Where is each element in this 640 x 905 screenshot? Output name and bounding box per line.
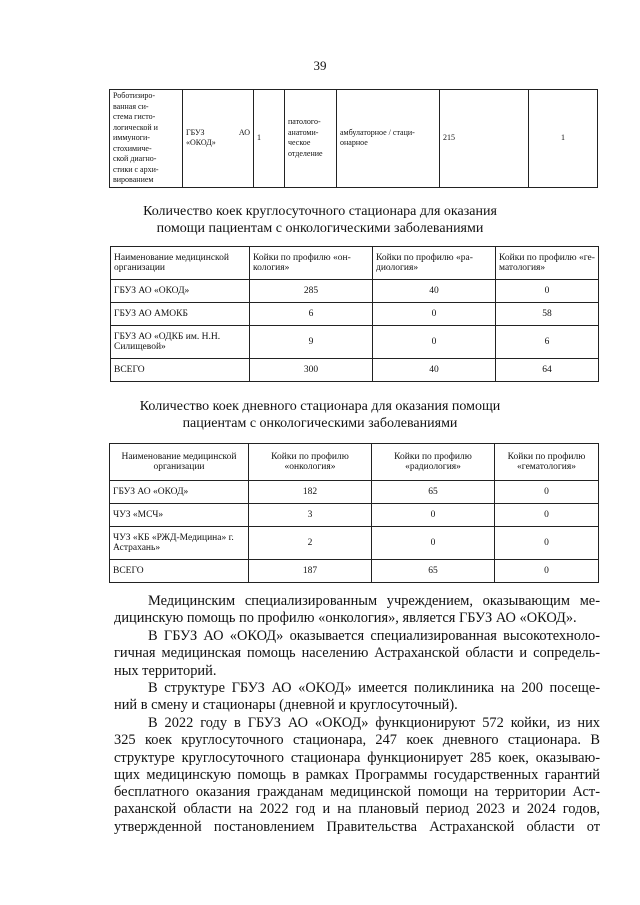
table-row [110, 527, 599, 560]
value-cell: 65 [372, 560, 495, 583]
column-header: Наименование медицинской организации [110, 444, 249, 481]
text-line: гичная медицинская помощь населению Астраханской области и сопредель- [114, 645, 600, 662]
paragraph [114, 680, 600, 715]
service-line: ской диагно- [113, 154, 157, 163]
department-line: ческое [288, 138, 311, 148]
header-row [110, 444, 599, 481]
service-line: ванная си- [113, 101, 149, 111]
column-header: Койки по профилю «онкология» [249, 444, 372, 481]
column-header: Койки по профилю «радиология» [372, 444, 495, 481]
value-cell: 0 [372, 504, 495, 527]
value-cell: 285 [250, 280, 373, 303]
text-line: Медицинским специализированным учреждением, оказывающим ме- [148, 593, 600, 609]
type-line: онарное [340, 138, 368, 148]
value-cell: 0 [495, 504, 599, 527]
service-line: стики с архи- [113, 164, 159, 174]
value-cell: 0 [496, 280, 599, 303]
table2-title [0, 398, 640, 432]
type-cell [337, 90, 440, 188]
value-cell: 187 [249, 560, 372, 583]
value-cell: 6 [496, 326, 599, 359]
text-line: утвержденной постановлением Правительства Астраханской области от [114, 818, 600, 835]
table-row [111, 280, 599, 303]
count-cell: 1 [254, 90, 285, 188]
organization-cell [183, 90, 254, 188]
department-cell [285, 90, 337, 188]
column-header: Койки по профилю «гематология» [495, 444, 599, 481]
round-the-clock-beds-table [110, 246, 599, 382]
service-line: логической и [113, 122, 158, 132]
title-line: Количество коек дневного стационара для оказания помощи [139, 399, 501, 414]
text-line: дицинскую помощь по профилю «онкология», является ГБУЗ АО «ОКОД». [114, 610, 577, 627]
org-cell: ЧУЗ «КБ «РЖД-Медицина» г. Астрахань» [110, 527, 249, 560]
value-cell: 58 [496, 303, 599, 326]
text-line: ний в смену и стационары (дневной и круглосуточный). [114, 697, 458, 714]
table-row [110, 90, 598, 188]
header-row [111, 247, 599, 280]
value-cell: 0 [373, 326, 496, 359]
title-line: Количество коек круглосуточного стационара для оказания [143, 204, 497, 219]
text-line: В 2022 году в ГБУЗ АО «ОКОД» функционируют 572 койки, из них [148, 715, 600, 731]
paragraph [114, 593, 600, 628]
org-cell: ВСЕГО [111, 359, 250, 382]
department-line: патолого- [288, 117, 321, 127]
title-line: пациентам с онкологическими заболеваниями [182, 416, 458, 431]
column-header: Наименование медицинской организации [111, 247, 250, 280]
value-cell: 300 [250, 359, 373, 382]
value-cell: 2 [249, 527, 372, 560]
text-line: раханской области на 2022 год и на плановый период 2023 и 2024 годов, [114, 801, 600, 818]
org-part: АО [238, 127, 250, 137]
department-line: анатоми- [288, 127, 319, 137]
title-line: помощи пациентам с онкологическими заболеваниями [156, 221, 484, 236]
department-line: отделение [288, 148, 323, 158]
service-line: Роботизиро- [113, 91, 156, 100]
text-line: 325 коек круглосуточного стационара, 247 коек дневного стационара. В [114, 732, 600, 749]
org-part: «ОКОД» [186, 138, 216, 148]
table-row [111, 326, 599, 359]
value-cell: 40 [373, 280, 496, 303]
paragraph [114, 628, 600, 680]
org-cell: ГБУЗ АО «ОКОД» [111, 280, 250, 303]
org-cell: ВСЕГО [110, 560, 249, 583]
text-line: бесплатного оказания гражданам медицинской помощи на территории Аст- [114, 784, 600, 801]
value-cell: 9 [250, 326, 373, 359]
value-cell: 0 [372, 527, 495, 560]
column-header: Койки по профилю «ра-диология» [373, 247, 496, 280]
text-line: щих медицинскую помощь в рамках Программы государственных гарантий [114, 766, 600, 783]
column-header: Койки по профилю «ге-матология» [496, 247, 599, 280]
top-continuation-table [109, 89, 598, 188]
service-line: стохимиче- [113, 143, 152, 153]
table1-title [0, 203, 640, 237]
table-row [111, 359, 599, 382]
table-row [110, 504, 599, 527]
value-cell: 65 [372, 481, 495, 504]
value-cell: 0 [495, 481, 599, 504]
org-cell: ЧУЗ «МСЧ» [110, 504, 249, 527]
value-cell: 40 [373, 359, 496, 382]
table-row [111, 303, 599, 326]
value-cell: 64 [496, 359, 599, 382]
day-hospital-beds-table [109, 443, 599, 583]
value-cell: 0 [373, 303, 496, 326]
text-line: ных территорий. [114, 662, 217, 679]
text-line: В структуре ГБУЗ АО «ОКОД» имеется поликлиника на 200 посеще- [148, 680, 600, 696]
service-line: вированием [113, 175, 154, 184]
org-cell: ГБУЗ АО АМОКБ [111, 303, 250, 326]
number-cell: 215 [440, 90, 529, 188]
value-cell: 3 [249, 504, 372, 527]
org-part: ГБУЗ [186, 127, 205, 137]
service-line: стема гисто- [113, 112, 156, 121]
text-line: структуре круглосуточного стационара функционирует 285 коек, оказываю- [114, 749, 600, 766]
type-line: амбулаторное / стаци- [340, 127, 415, 137]
page-number: 39 [313, 58, 327, 73]
last-cell: 1 [529, 90, 598, 188]
org-cell: ГБУЗ АО «ОДКБ им. Н.Н. Силищевой» [111, 326, 250, 359]
text-line: В ГБУЗ АО «ОКОД» оказывается специализированная высокотехноло- [148, 628, 600, 644]
org-cell: ГБУЗ АО «ОКОД» [110, 481, 249, 504]
paragraph [114, 715, 600, 836]
table-row [110, 560, 599, 583]
value-cell: 6 [250, 303, 373, 326]
value-cell: 182 [249, 481, 372, 504]
service-cell [110, 90, 183, 188]
column-header: Койки по профилю «он-кология» [250, 247, 373, 280]
value-cell: 0 [495, 560, 599, 583]
service-line: иммуноги- [113, 133, 150, 142]
table-row [110, 481, 599, 504]
value-cell: 0 [495, 527, 599, 560]
